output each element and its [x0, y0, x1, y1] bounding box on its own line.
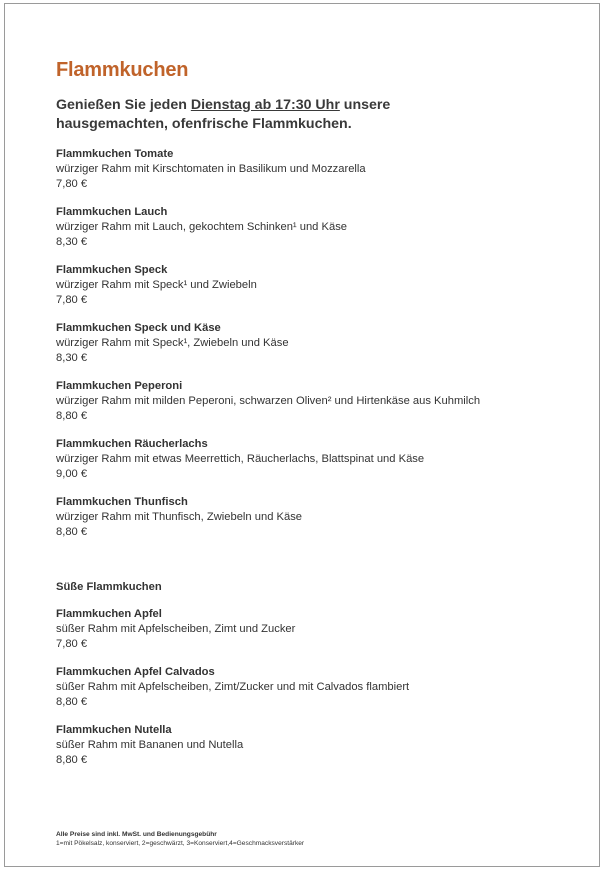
menu-item-price: 8,80 €: [56, 410, 88, 422]
menu-item: [56, 665, 576, 723]
menu-item-price: 8,80 €: [56, 696, 88, 708]
menu-item-description: süßer Rahm mit Bananen und Nutella: [56, 739, 244, 751]
menu-item-name: Flammkuchen Peperoni: [56, 380, 183, 392]
intro-text: [56, 96, 476, 134]
menu-item-description: würziger Rahm mit Kirschtomaten in Basilikum und Mozzarella: [56, 163, 366, 175]
menu-item-description: würziger Rahm mit Lauch, gekochtem Schinken¹ und Käse: [56, 221, 348, 233]
intro-highlight: Dienstag ab 17:30 Uhr: [190, 97, 340, 113]
additives-legend: 1=mit Pökelsalz, konserviert, 2=geschwärzt, 3=Konserviert,4=Geschmacksverstärker: [56, 840, 305, 847]
menu-item: [56, 147, 576, 205]
menu-item-price: 9,00 €: [56, 468, 88, 480]
menu-item-name: Flammkuchen Tomate: [56, 148, 174, 160]
menu-item-description: würziger Rahm mit Speck¹, Zwiebeln und Käse: [56, 337, 289, 349]
menu-item-price: 7,80 €: [56, 638, 88, 650]
menu-page: [4, 3, 600, 867]
menu-item-description: würziger Rahm mit etwas Meerrettich, Räucherlachs, Blattspinat und Käse: [56, 453, 425, 465]
menu-item-name: Flammkuchen Speck: [56, 264, 168, 276]
menu-item-price: 8,30 €: [56, 352, 88, 364]
menu-item-price: 8,30 €: [56, 236, 88, 248]
sweet-menu-list: [56, 607, 576, 781]
intro-after: unsere hausgemachten, ofenfrische Flammkuchen.: [56, 97, 391, 132]
menu-item-name: Flammkuchen Speck und Käse: [56, 322, 221, 334]
price-note: Alle Preise sind inkl. MwSt. und Bedienungsgebühr: [56, 831, 217, 838]
menu-item: [56, 263, 576, 321]
menu-item-description: würziger Rahm mit Speck¹ und Zwiebeln: [56, 279, 257, 291]
menu-item-name: Flammkuchen Räucherlachs: [56, 438, 208, 450]
menu-item-price: 7,80 €: [56, 178, 88, 190]
menu-item-name: Flammkuchen Lauch: [56, 206, 168, 218]
menu-item: [56, 495, 576, 553]
footer-notes: [56, 830, 304, 848]
menu-item: [56, 321, 576, 379]
savory-menu-list: [56, 147, 576, 553]
menu-item-price: 8,80 €: [56, 754, 88, 766]
menu-item-name: Flammkuchen Apfel Calvados: [56, 666, 215, 678]
menu-item: [56, 723, 576, 781]
menu-item-name: Flammkuchen Apfel: [56, 608, 162, 620]
menu-item: [56, 437, 576, 495]
menu-item-price: 8,80 €: [56, 526, 88, 538]
menu-item: [56, 607, 576, 665]
sweet-section-title: Süße Flammkuchen: [56, 581, 162, 593]
menu-item-name: Flammkuchen Thunfisch: [56, 496, 188, 508]
menu-item: [56, 205, 576, 263]
menu-item-description: würziger Rahm mit milden Peperoni, schwarzen Oliven² und Hirtenkäse aus Kuhmilch: [56, 395, 481, 407]
menu-item-description: würziger Rahm mit Thunfisch, Zwiebeln und Käse: [56, 511, 303, 523]
page-title: Flammkuchen: [56, 59, 189, 81]
menu-item-name: Flammkuchen Nutella: [56, 724, 172, 736]
menu-item-price: 7,80 €: [56, 294, 88, 306]
menu-item-description: süßer Rahm mit Apfelscheiben, Zimt/Zucker und mit Calvados flambiert: [56, 681, 410, 693]
menu-item-description: süßer Rahm mit Apfelscheiben, Zimt und Zucker: [56, 623, 296, 635]
intro-before: Genießen Sie jeden: [56, 97, 191, 113]
menu-item: [56, 379, 576, 437]
